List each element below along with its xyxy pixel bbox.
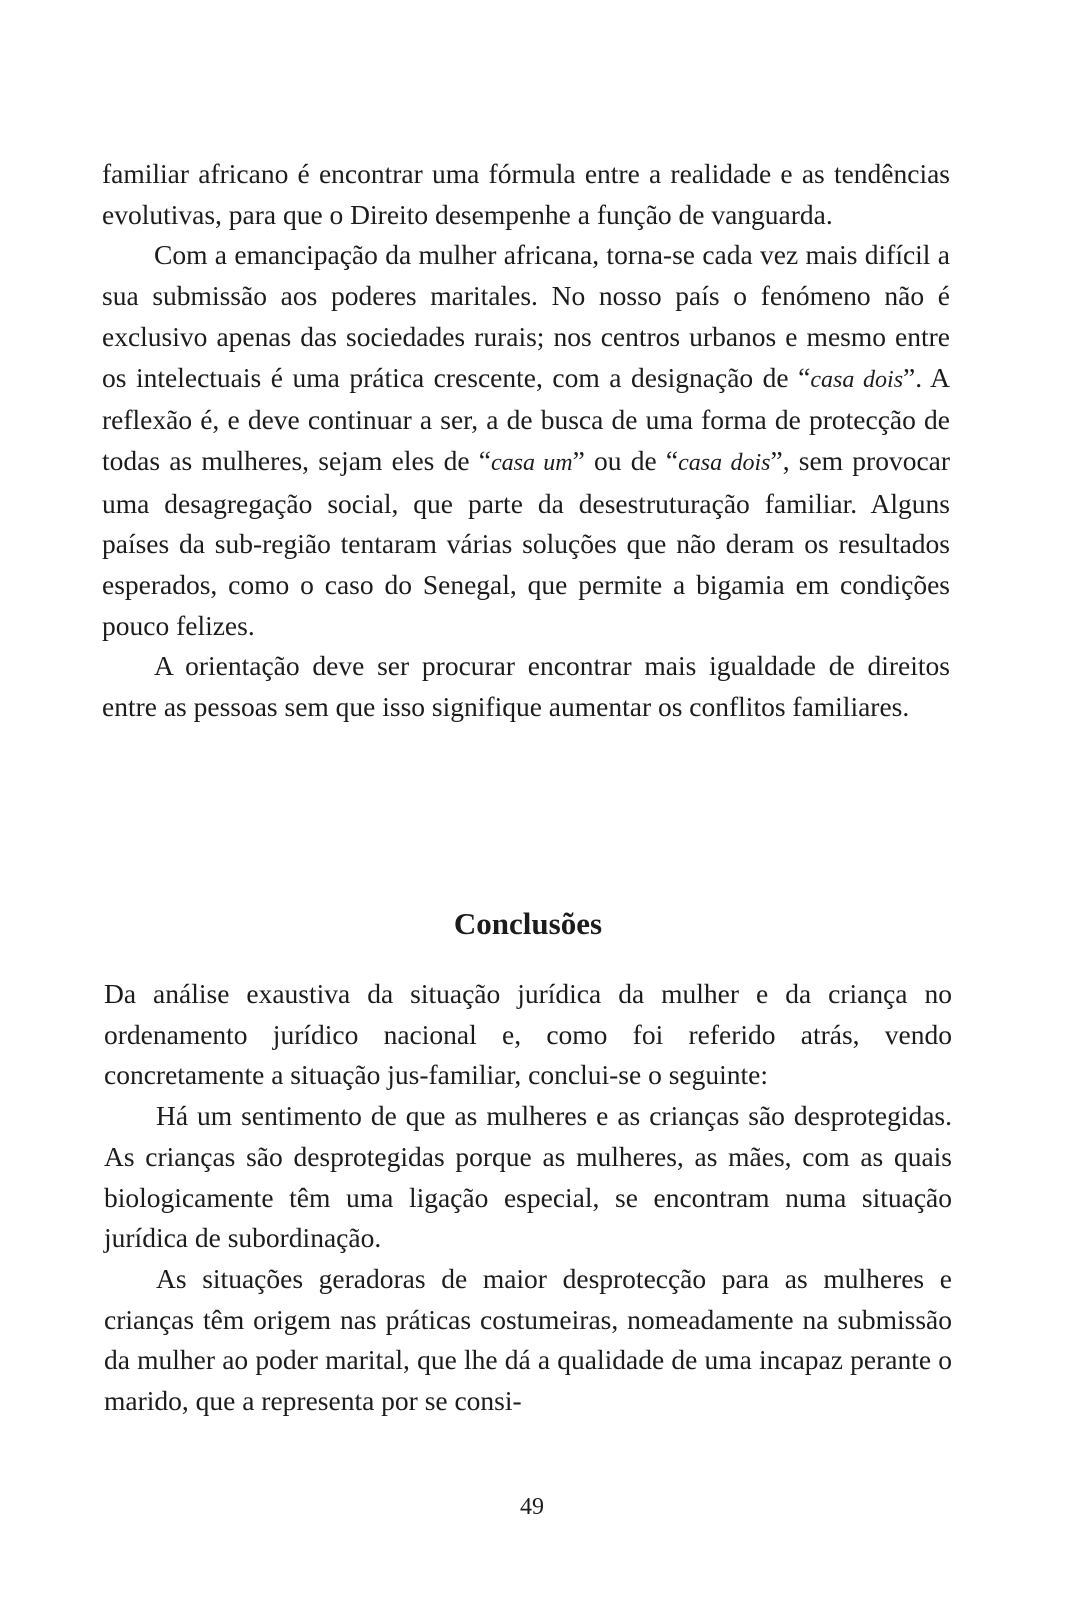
paragraph-situations: As situações geradoras de maior desprotecção para as mulheres e crianças têm origem nas práticas costumeiras, nomeadamente na submissão da mulher ao poder marital, que lhe dá a qualidade de uma incapaz perante o marido, que a representa por se consi-: [104, 1262, 952, 1417]
paragraph-emancipation: [102, 235, 950, 646]
paragraph-text: Com a emancipação da mulher africana, torna-se cada vez mais difícil a sua submissão aos poderes maritales. No nosso país o fenómeno não é exclusivo apenas das sociedades rurais; nos centros urbanos e mesmo entre os intelectuais é uma prática crescente, com a designação de “: [102, 239, 950, 393]
body-text-top: [102, 154, 950, 728]
paragraph-analysis: Da análise exaustiva da situação jurídica da mulher e da criança no ordenamento jurídico nacional e, como foi referido atrás, vendo concretamente a situação jus-familiar, conclui-se o seguinte:: [104, 978, 952, 1091]
term-casa-dois: casa dois: [678, 449, 771, 476]
paragraph-sentiment: Há um sentimento de que as mulheres e as crianças são desprotegidas. As crianças são desprotegidas porque as mulheres, as mães, com as quais biologicamente têm uma ligação especial, se encontram numa situação jurídica de subordinação.: [104, 1100, 952, 1254]
paragraph-orientation: A orientação deve ser procurar encontrar mais igualdade de direitos entre as pessoas sem que isso signifique aumentar os conflitos familiares.: [102, 650, 950, 723]
term-casa-dois: casa dois: [810, 366, 904, 393]
term-casa-um: casa um: [490, 449, 573, 476]
section-heading: Conclusões: [453, 906, 603, 941]
paragraph-text: ” ou de “: [572, 444, 679, 476]
paragraph-text: ”, sem provocar uma desagregação social, que parte da desestruturação familiar. Alguns países da sub-região tentaram várias soluções que não deram os resultados esperados, como o caso do Senegal, que permite a bigamia em condições pouco felizes.: [102, 444, 951, 641]
paragraph-text: ”. A reflexão é, e deve continuar a ser, a de busca de uma forma de protecção de todas as mulheres, sejam eles de “: [102, 361, 950, 476]
body-text-bottom: [104, 974, 952, 1422]
paragraph-continuation: familiar africano é encontrar uma fórmula entre a realidade e as tendências evolutivas, para que o Direito desempenhe a função de vanguarda.: [102, 158, 950, 230]
page-number: 49: [520, 1494, 544, 1520]
